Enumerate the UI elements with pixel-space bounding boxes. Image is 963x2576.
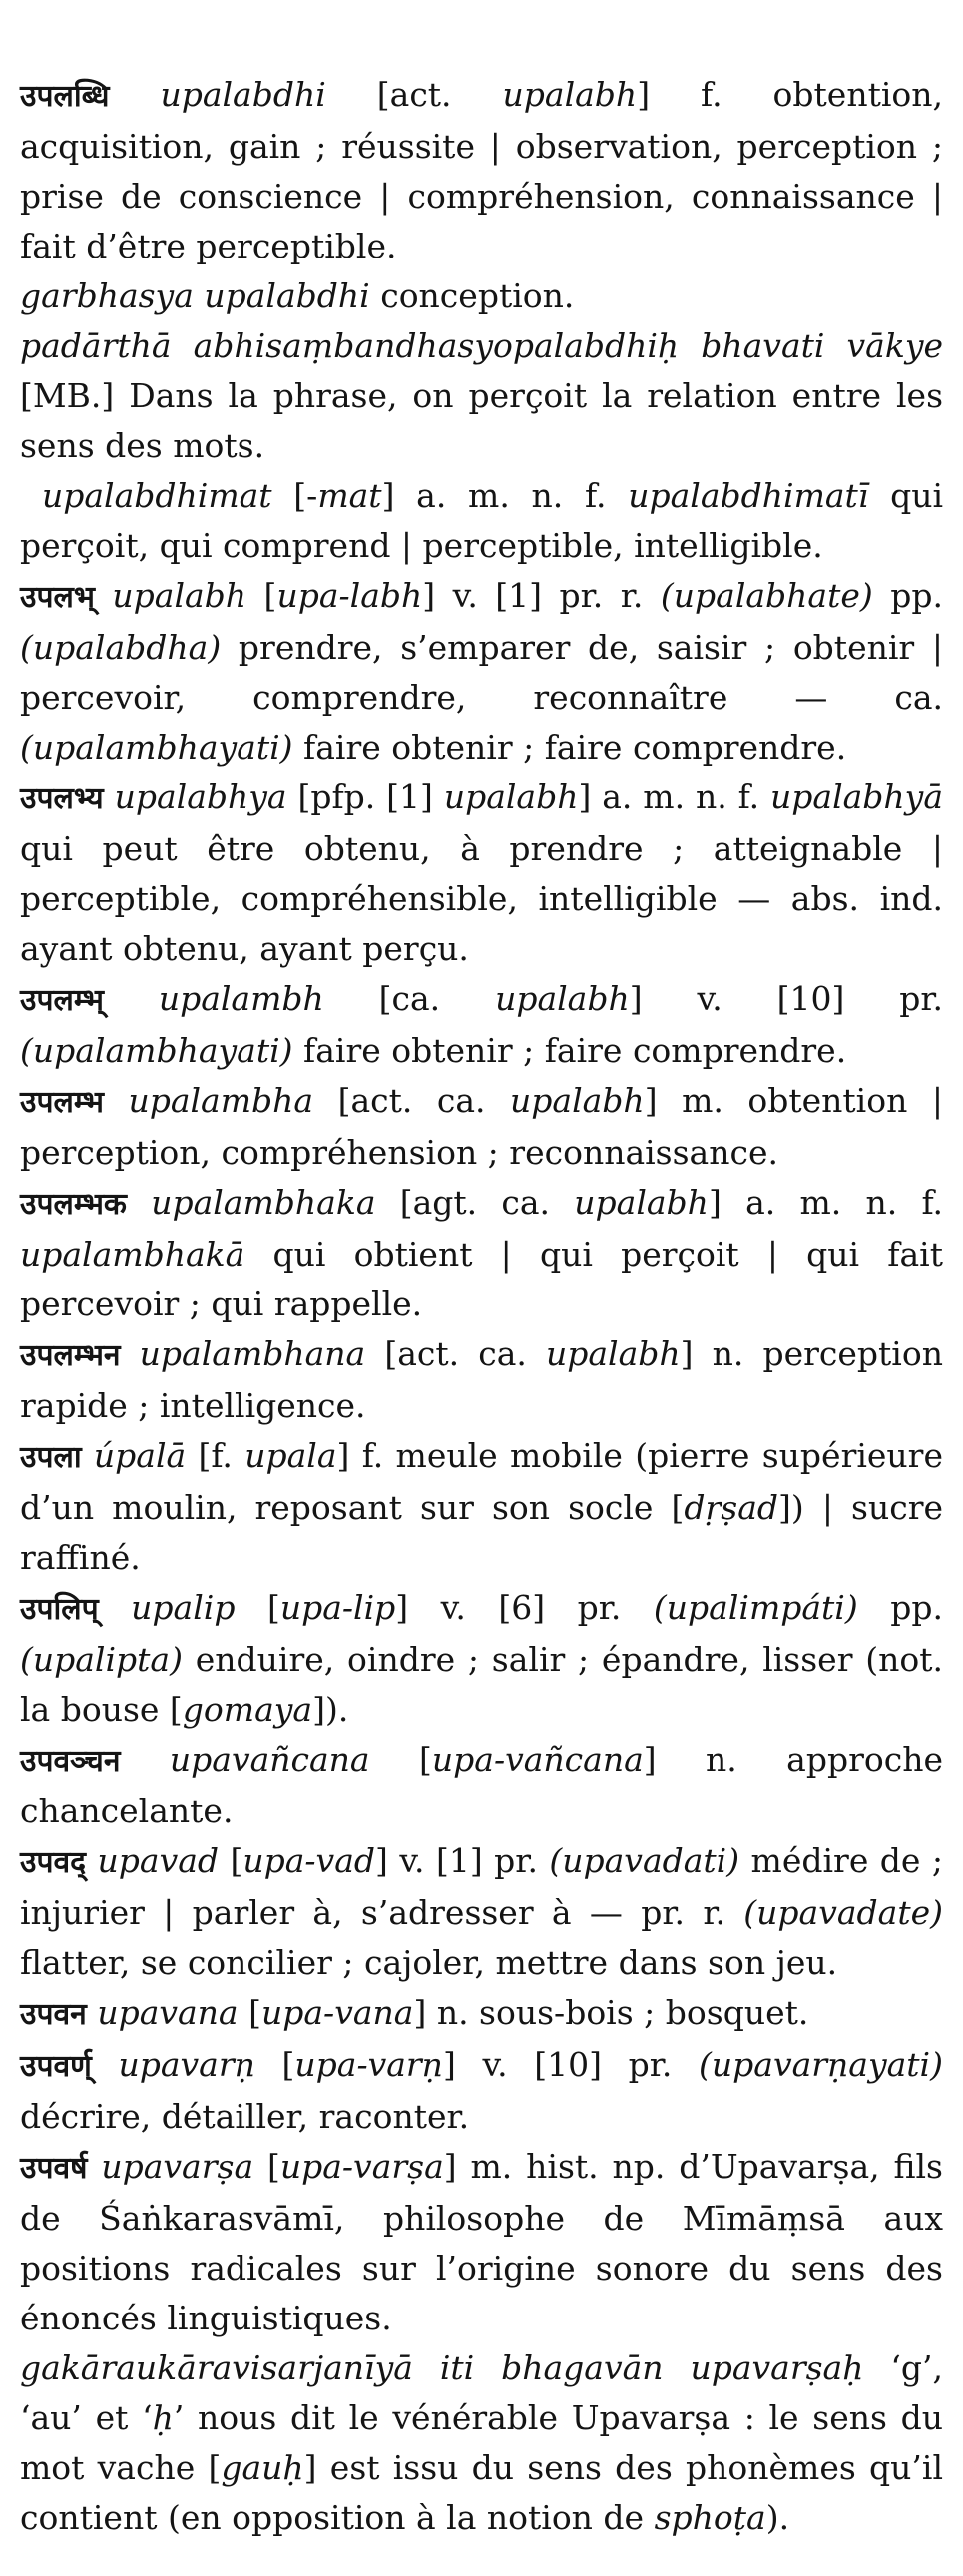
italic-text: upalambhakā (20, 1235, 245, 1274)
italic-text: upalabhya (114, 777, 287, 816)
dictionary-entry (20, 1329, 943, 1431)
roman-text: [f. (186, 1436, 245, 1475)
roman-text: prendre, s’emparer de, saisir ; obtenir | percevoir, comprendre, reconnaître — ca. (20, 628, 943, 717)
headword-devanagari: उपवन (20, 1997, 87, 2032)
roman-text: [ (369, 1740, 432, 1779)
roman-text: ]). (312, 1690, 349, 1729)
dictionary-entry (20, 1178, 943, 1329)
italic-text: upalabhyā (770, 777, 943, 816)
headword-devanagari: उपलब्धि (20, 79, 110, 114)
italic-text: (upalabdha) (20, 628, 222, 667)
headword-devanagari: उपलभ्य (20, 781, 104, 816)
roman-text: [ (219, 1841, 243, 1880)
headword-devanagari: उपलम्भक (20, 1187, 127, 1222)
dictionary-entry (20, 1836, 943, 1988)
dictionary-entry (20, 1431, 943, 1583)
headword-devanagari: उपलम्भ् (20, 983, 104, 1018)
dictionary-entry (20, 70, 943, 271)
roman-text: ] n. sous-bois ; bosquet. (413, 1993, 809, 2032)
italic-text: upa-vana (261, 1993, 414, 2032)
italic-text: upalabdhi (160, 75, 326, 114)
italic-text: (upalambhayati) (20, 728, 293, 767)
dictionary-entry (20, 2040, 943, 2142)
dictionary-entry (20, 571, 943, 773)
italic-text: gakāraukāravisarjanīyā iti bhagavān upavarṣaḥ (20, 2348, 864, 2387)
italic-text: upalip (131, 1588, 236, 1627)
italic-text: upa-lip (279, 1588, 396, 1627)
italic-text: upalambha (128, 1081, 314, 1120)
roman-text: ] n. perception rapide ; intelligence. (20, 1334, 943, 1425)
headword-devanagari: उपलम्भ (20, 1085, 104, 1120)
roman-text: ]) | sucre raffiné. (20, 1488, 943, 1577)
roman-text: ] v. [10] pr. (442, 2045, 700, 2084)
roman-text: [pfp. [1] (286, 777, 444, 816)
roman-text: ] v. [1] pr. (375, 1841, 550, 1880)
italic-text: upavad (97, 1841, 220, 1880)
italic-text: upalabh (510, 1081, 645, 1120)
roman-text: [- (271, 476, 318, 515)
roman-text: [act. ca. (365, 1334, 546, 1373)
roman-text: ] a. m. n. f. (708, 1183, 943, 1222)
roman-text: qui peut être obtenu, à prendre ; atteignable | perceptible, compréhensible, intelligible — abs. ind. ayant obtenu, ayant perçu. (20, 829, 943, 968)
italic-text: upa-vañcana (431, 1740, 644, 1779)
italic-text: upalabh (443, 777, 579, 816)
roman-text: ] v. [1] pr. r. (422, 576, 661, 615)
roman-text: [ (238, 1993, 261, 2032)
italic-text: upa-varṣa (279, 2147, 444, 2186)
dictionary-entry (20, 1583, 943, 1735)
italic-text: garbhasya upalabdhi (20, 276, 370, 315)
italic-text: (upalipta) (20, 1640, 183, 1679)
italic-text: upavana (97, 1993, 239, 2032)
headword-devanagari: उपवद् (20, 1845, 87, 1880)
roman-text: pp. (872, 576, 943, 615)
roman-text: ). (765, 2498, 790, 2537)
italic-text: (upavadati) (549, 1841, 740, 1880)
italic-text: gauḥ (221, 2448, 304, 2487)
italic-text: upalambhaka (151, 1183, 376, 1222)
dictionary-entry (20, 2142, 943, 2343)
headword-devanagari: उपवर्ष (20, 2151, 88, 2186)
roman-text: [ (254, 2045, 295, 2084)
italic-text: gomaya (182, 1690, 313, 1729)
italic-text: upa-vad (242, 1841, 376, 1880)
italic-text: (upalabhate) (660, 576, 873, 615)
entry-subline (20, 321, 943, 471)
italic-text: upalabh (574, 1183, 709, 1222)
roman-text: [ca. (323, 979, 496, 1018)
roman-text: [act. ca. (313, 1081, 511, 1120)
roman-text: flatter, se concilier ; cajoler, mettre dans son jeu. (20, 1943, 838, 1982)
headword-devanagari: उपलिप् (20, 1592, 99, 1627)
roman-text: qui perçoit, qui comprend | perceptible, intelligible. (20, 476, 944, 565)
italic-text: upala (244, 1436, 337, 1475)
italic-text: upalabdhimat (42, 476, 272, 515)
italic-text: padārthā abhisaṃbandhasyopalabdhiḥ bhavati vākye (20, 326, 943, 365)
italic-text: upalambh (158, 979, 324, 1018)
headword-devanagari: उपलभ् (20, 580, 95, 615)
roman-text: faire obtenir ; faire comprendre. (292, 1031, 847, 1070)
roman-text: ] m. obtention | perception, compréhension ; reconnaissance. (20, 1081, 943, 1172)
roman-text: ] a. m. n. f. (381, 476, 629, 515)
roman-text: [ (235, 1588, 280, 1627)
roman-text: [ (253, 2147, 280, 2186)
dictionary-entry (20, 1735, 943, 1836)
entry-subline (20, 271, 943, 321)
roman-text: ’ nous dit le vénérable Upavarṣa : le sens du mot vache [ (20, 2398, 943, 2487)
roman-text: ‘g’, ‘au’ et ‘ (20, 2348, 943, 2437)
italic-text: upa-labh (276, 576, 423, 615)
headword-devanagari: उपवर्ण् (20, 2049, 92, 2084)
headword-devanagari: उपवञ्चन (20, 1744, 121, 1779)
roman-text: [agt. ca. (375, 1183, 575, 1222)
italic-text: upalabdhimatī (628, 476, 869, 515)
roman-text: ] a. m. n. f. (578, 777, 771, 816)
roman-text: pp. (857, 1588, 943, 1627)
italic-text: upavarṣa (101, 2147, 254, 2186)
roman-text: ] f. obtention, acquisition, gain ; réussite | observation, perception ; prise de conscience | compréhension, connaissance | fait d’être perceptible. (20, 75, 944, 265)
italic-text: (upavarṇayati) (699, 2045, 943, 2084)
italic-text: upalabh (545, 1334, 681, 1373)
italic-text: upalabh (502, 75, 638, 114)
italic-text: upavarṇ (118, 2045, 255, 2084)
roman-text: ] n. approche chancelante. (20, 1740, 943, 1830)
italic-text: (upavadate) (743, 1893, 943, 1932)
italic-text: (upalimpáti) (653, 1588, 858, 1627)
dictionary-entry (20, 974, 943, 1076)
italic-text: upalabh (495, 979, 630, 1018)
roman-text: décrire, détailler, raconter. (20, 2097, 470, 2136)
roman-text: médire de ; injurier | parler à, s’adresser à — pr. r. (20, 1841, 943, 1932)
italic-text: (upalambhayati) (20, 1031, 293, 1070)
roman-text: ] v. [10] pr. (629, 979, 943, 1018)
italic-text: upa-varṇ (294, 2045, 443, 2084)
italic-text: upalabh (112, 576, 247, 615)
roman-text: [ (246, 576, 277, 615)
entry-subline (20, 471, 943, 571)
roman-text: ] m. hist. np. d’Upavarṣa, fils de Śaṅkarasvāmī, philosophe de Mīmāṃsā aux positions radicales sur l’origine sonore du sens des énoncés linguistiques. (20, 2147, 943, 2337)
roman-text: qui obtient | qui perçoit | qui fait percevoir ; qui rappelle. (20, 1235, 943, 1323)
dictionary-entry (20, 1076, 943, 1178)
italic-text: dṛṣad (684, 1488, 779, 1527)
roman-text: faire obtenir ; faire comprendre. (292, 728, 847, 767)
italic-text: ḥ (152, 2398, 174, 2437)
entry-subline (20, 2343, 943, 2543)
italic-text: úpalā (93, 1436, 187, 1475)
italic-text: sphoṭa (654, 2498, 766, 2537)
roman-text: ] f. meule mobile (pierre supérieure d’un moulin, reposant sur son socle [ (20, 1436, 943, 1527)
italic-text: mat (317, 476, 382, 515)
dictionary-entry (20, 1988, 943, 2040)
roman-text: conception. (369, 276, 575, 315)
dictionary-entry (20, 773, 943, 974)
roman-text: enduire, oindre ; salir ; épandre, lisser (not. la bouse [ (20, 1640, 943, 1729)
headword-devanagari: उपलम्भन (20, 1338, 121, 1373)
headword-devanagari: उपला (20, 1440, 82, 1475)
roman-text: ] est issu du sens des phonèmes qu’il contient (en opposition à la notion de (20, 2448, 943, 2537)
roman-text: [act. (325, 75, 503, 114)
roman-text: [MB.] Dans la phrase, on perçoit la relation entre les sens des mots. (20, 376, 943, 465)
italic-text: upalambhana (139, 1334, 366, 1373)
italic-text: upavañcana (169, 1740, 370, 1779)
roman-text: ] v. [6] pr. (395, 1588, 654, 1627)
